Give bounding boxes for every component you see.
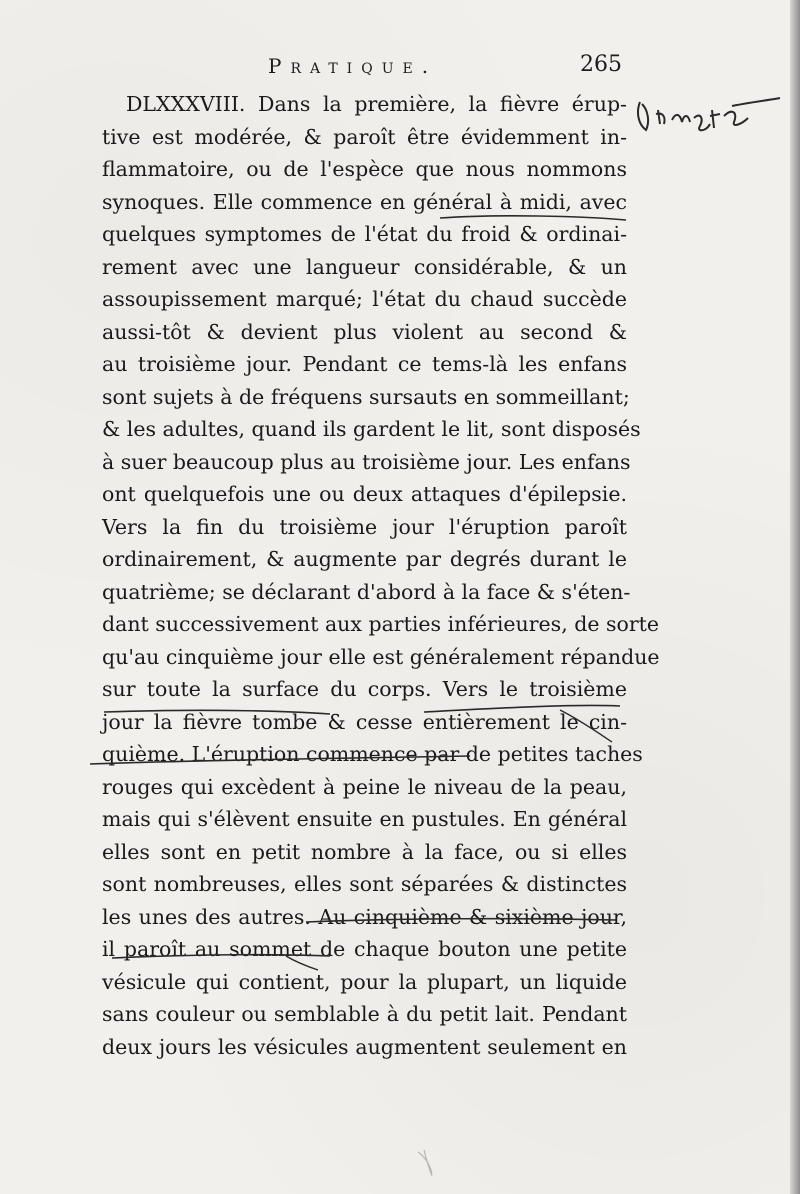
text-line: quième. L'éruption commence par de petites taches [102, 742, 643, 766]
text-line: quatrième; se déclarant d'abord à la face & s'éten- [102, 579, 631, 604]
text-line: ont quelquefois une ou deux attaques d'épilepsie. [102, 482, 627, 506]
text-line: deux jours les vésicules augmentent seulement en [102, 1034, 627, 1059]
text-line: sont sujets à de fréquens sursauts en sommeillant; [102, 384, 630, 409]
text-line: aussi-tôt & devient plus violent au second & [102, 319, 627, 344]
text-line: flammatoire, ou de l'espèce que nous nommons [102, 157, 627, 181]
handwritten-note-scribble [632, 92, 782, 142]
page-number: 265 [580, 52, 622, 77]
text-line: sans couleur ou semblable à du petit lait. Pendant [102, 1002, 627, 1026]
text-line: synoques. Elle commence en général à midi, avec [102, 189, 627, 214]
text-line: rouges qui excèdent à peine le niveau de la peau, [102, 774, 627, 799]
page-edge-shadow [790, 0, 800, 1194]
text-line: elles sont en petit nombre à la face, ou si elles [102, 839, 627, 864]
text-line: vésicule qui contient, pour la plupart, un liquide [102, 969, 627, 994]
text-line: il paroît au sommet de chaque bouton une petite [102, 937, 627, 961]
running-head [0, 48, 790, 88]
text-line: au troisième jour. Pendant ce tems-là les enfans [102, 352, 627, 376]
running-title: Pratique. [268, 54, 438, 78]
text-line: sont nombreuses, elles sont séparées & distinctes [102, 872, 627, 896]
text-line: sur toute la surface du corps. Vers le troisième [102, 677, 627, 701]
faint-mark [418, 1150, 432, 1176]
margin-handwritten-note [632, 92, 782, 142]
text-line: quelques symptomes de l'état du froid & ordinai- [102, 222, 627, 246]
text-line: assoupissement marqué; l'état du chaud succède [102, 287, 627, 311]
text-line: qu'au cinquième jour elle est généralement répandue [102, 644, 660, 669]
text-line: mais qui s'élèvent ensuite en pustules. En général [102, 807, 627, 831]
text-line: dant successivement aux parties inférieures, de sorte [102, 612, 660, 636]
text-line: & les adultes, quand ils gardent le lit, sont disposés [102, 417, 641, 441]
text-line: rement avec une langueur considérable, & un [102, 254, 627, 279]
text-line: les unes des autres. Au cinquième & sixième jour, [102, 904, 627, 929]
text-line: DLXXXVIII. Dans la première, la fièvre érup- [126, 92, 627, 116]
text-line: Vers la fin du troisième jour l'éruption paroît [102, 514, 627, 539]
text-line: tive est modérée, & paroît être évidemment in- [102, 124, 627, 149]
body-text [102, 88, 660, 1063]
text-line: ordinairement, & augmente par degrés durant le [102, 547, 627, 571]
text-line: à suer beaucoup plus au troisième jour. Les enfans [102, 449, 631, 474]
text-line: jour la fièvre tombe & cesse entièrement le cin- [102, 709, 627, 734]
